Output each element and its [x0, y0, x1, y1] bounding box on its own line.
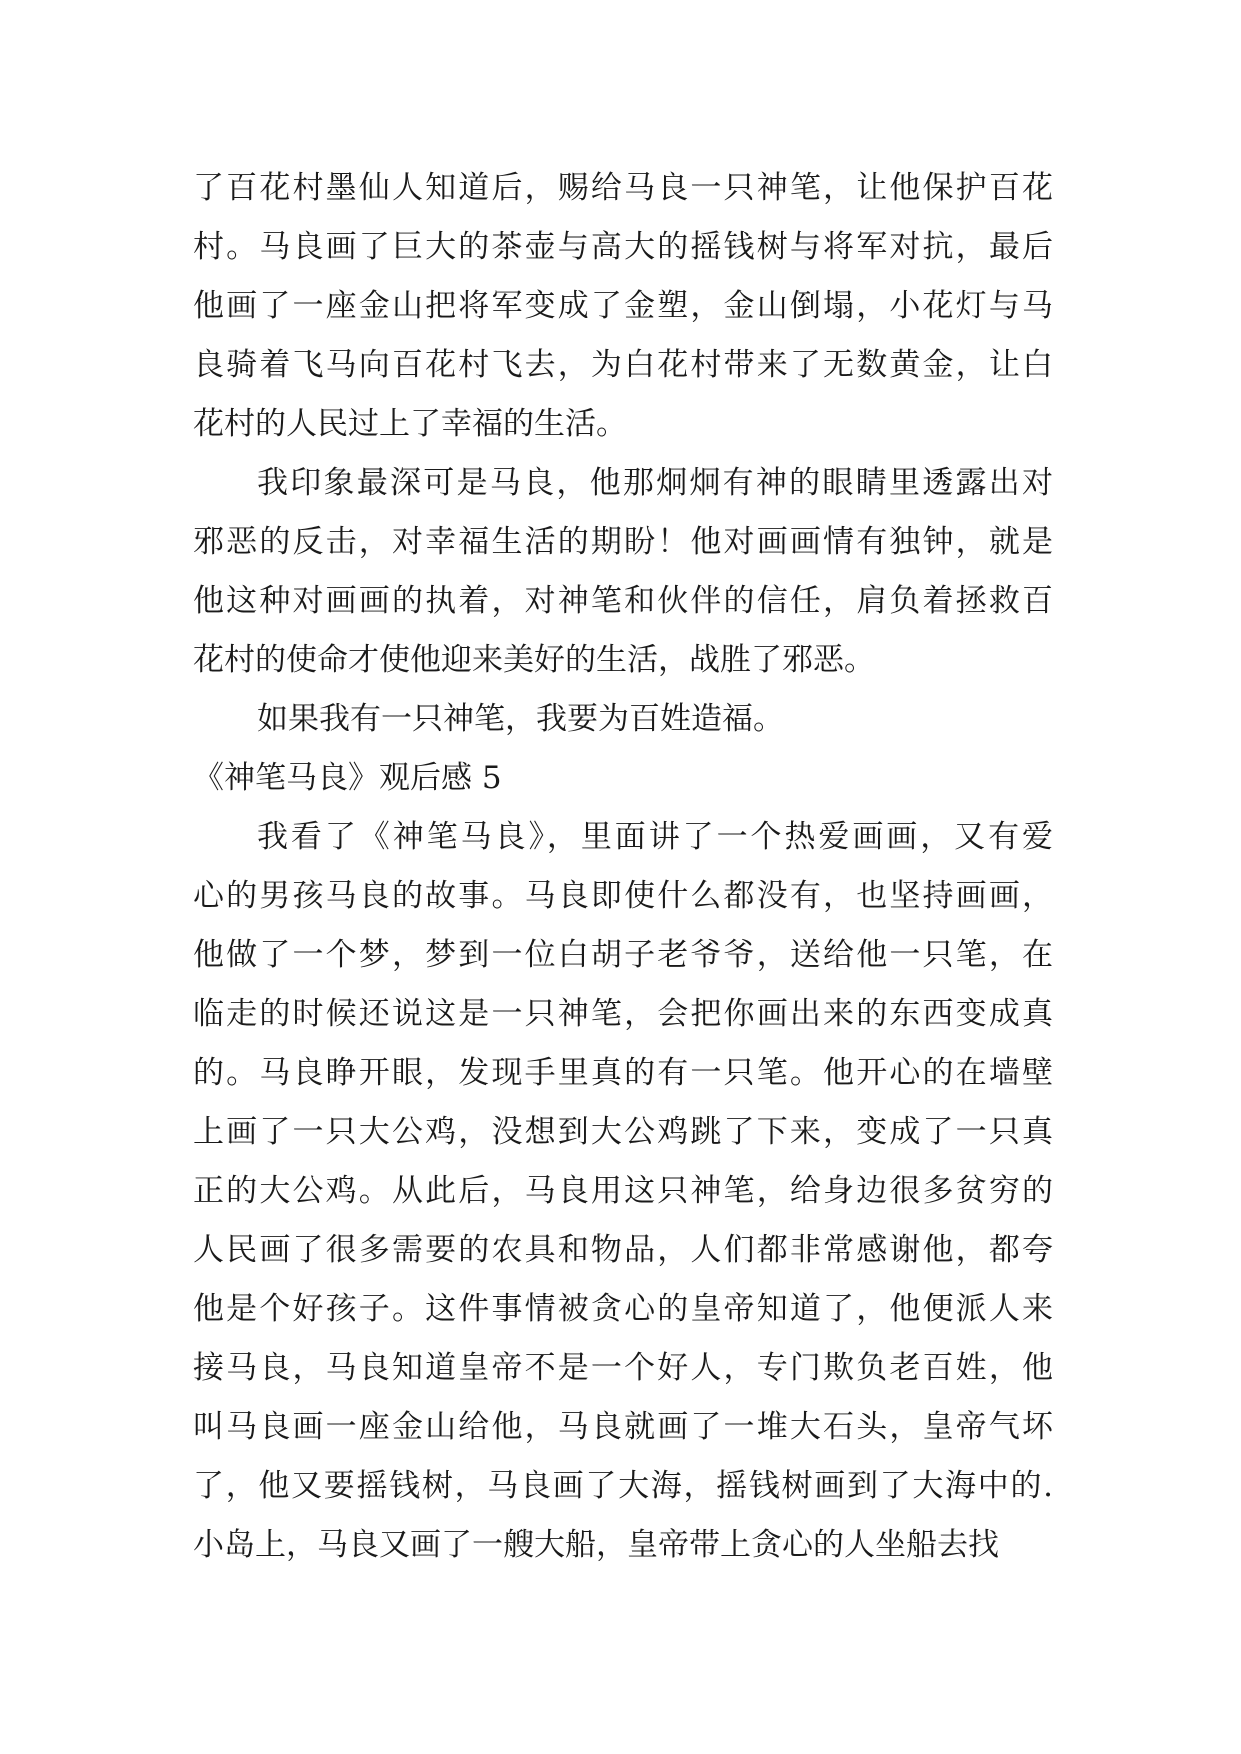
paragraph-line: 花村的人民过上了幸福的生活。 [193, 406, 627, 442]
paragraph-line: 人民画了很多需要的农具和物品，人们都非常感谢他，都夸 [193, 1232, 1053, 1268]
paragraph-line: 临走的时候还说这是一只神笔，会把你画出来的东西变成真 [193, 996, 1053, 1032]
paragraph-line: 叫马良画一座金山给他，马良就画了一堆大石头，皇帝气坏 [193, 1409, 1053, 1445]
paragraph [193, 454, 1053, 690]
paragraph-line: 他画了一座金山把将军变成了金塑，金山倒塌，小花灯与马 [193, 288, 1053, 324]
paragraph-line: 如果我有一只神笔，我要为百姓造福。 [257, 701, 784, 737]
paragraph-line: 良骑着飞马向百花村飞去，为白花村带来了无数黄金，让白 [193, 347, 1053, 383]
paragraph-line: 村。马良画了巨大的茶壶与高大的摇钱树与将军对抗，最后 [193, 229, 1053, 265]
document-body [193, 159, 1053, 1575]
paragraph-line: 他是个好孩子。这件事情被贪心的皇帝知道了，他便派人来 [193, 1291, 1053, 1327]
paragraph-line: 心的男孩马良的故事。马良即使什么都没有，也坚持画画， [193, 878, 1053, 914]
paragraph-line: 他这种对画画的执着，对神笔和伙伴的信任，肩负着拯救百 [193, 583, 1053, 619]
paragraph-line: 邪恶的反击，对幸福生活的期盼！他对画画情有独钟，就是 [193, 524, 1053, 560]
paragraph [193, 808, 1053, 1575]
paragraph-line: 他做了一个梦，梦到一位白胡子老爷爷，送给他一只笔，在 [193, 937, 1053, 973]
paragraph-line: 了，他又要摇钱树，马良画了大海，摇钱树画到了大海中的. [193, 1468, 1053, 1504]
paragraph-line: 正的大公鸡。从此后，马良用这只神笔，给身边很多贫穷的 [193, 1173, 1053, 1209]
paragraph-line: 我看了《神笔马良》，里面讲了一个热爱画画，又有爱 [257, 819, 1053, 855]
paragraph-line: 的。马良睁开眼，发现手里真的有一只笔。他开心的在墙壁 [193, 1055, 1053, 1091]
paragraph [193, 690, 1053, 749]
paragraph-line: 了百花村墨仙人知道后，赐给马良一只神笔，让他保护百花 [193, 170, 1053, 206]
paragraph-line: 我印象最深可是马良，他那炯炯有神的眼睛里透露出对 [257, 465, 1053, 501]
paragraph-line: 花村的使命才使他迎来美好的生活，战胜了邪恶。 [193, 642, 875, 678]
paragraph-line: 上画了一只大公鸡，没想到大公鸡跳了下来，变成了一只真 [193, 1114, 1053, 1150]
paragraph-line: 接马良，马良知道皇帝不是一个好人，专门欺负老百姓，他 [193, 1350, 1053, 1386]
paragraph-line: 小岛上，马良又画了一艘大船，皇帝带上贪心的人坐船去找 [193, 1527, 999, 1563]
paragraph [193, 159, 1053, 454]
heading-text: 《神笔马良》观后感 5 [193, 760, 502, 796]
section-heading [193, 749, 1053, 808]
